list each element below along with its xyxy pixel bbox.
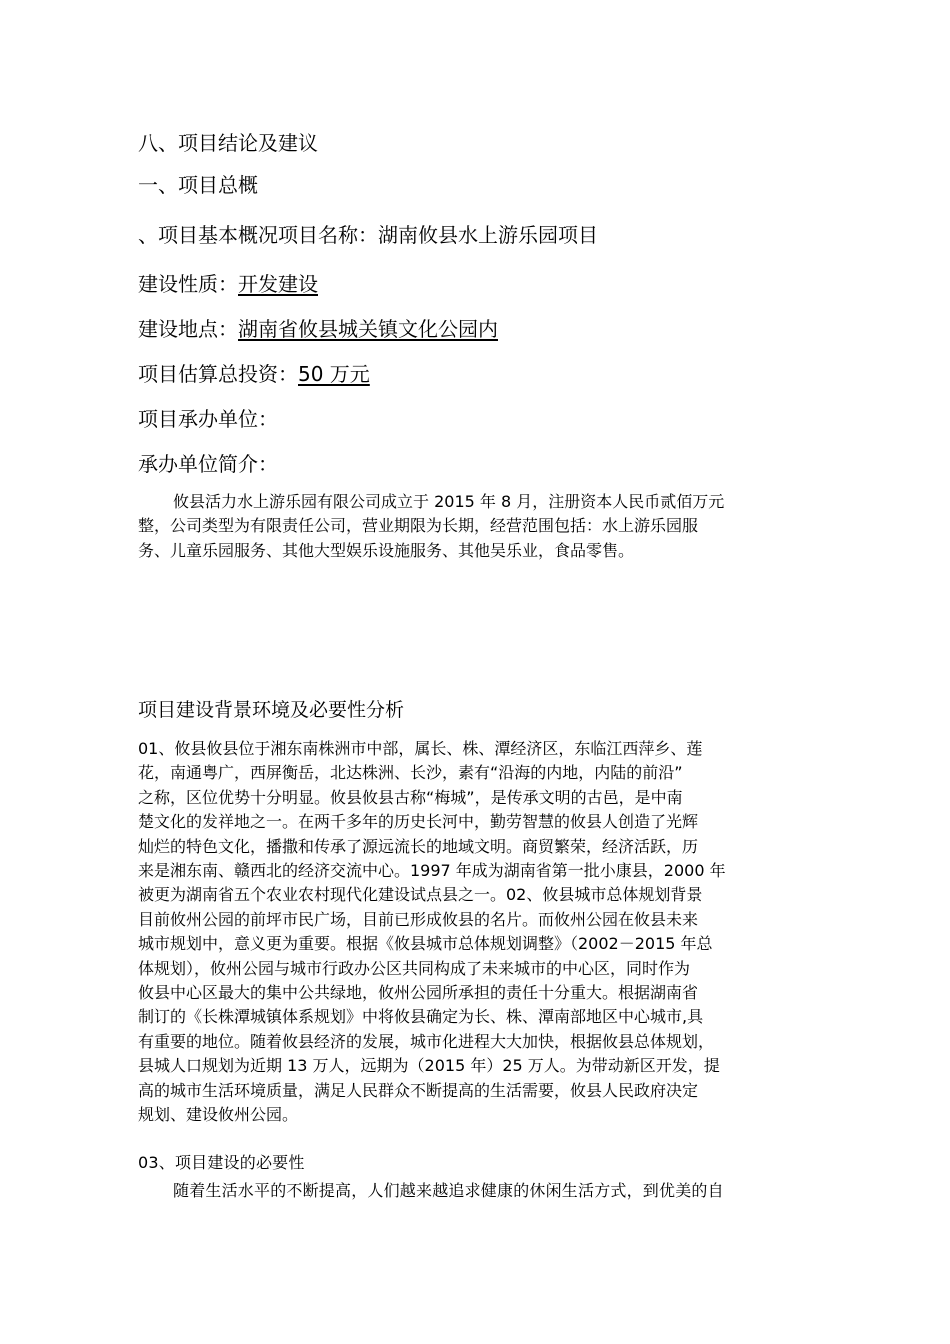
necessity-line: 随着生活水平的不断提高，人们越来越追求健康的休闲生活方式，到优美的自 xyxy=(173,1181,724,1200)
background-line: 花，南通粤广，西屏衡岳，北达株洲、长沙，素有“沿海的内地，内陆的前沿” xyxy=(138,763,683,783)
investment-value: 50 万元 xyxy=(298,362,370,386)
intro-line: 攸县活力水上游乐园有限公司成立于 2015 年 8 月，注册资本人民币贰佰万元 xyxy=(173,492,725,511)
nature-row xyxy=(138,273,318,295)
background-line: 攸县中心区最大的集中公共绿地，攸州公园所承担的责任十分重大。根据湖南省 xyxy=(138,983,699,1003)
location-row xyxy=(138,318,498,340)
background-line: 高的城市生活环境质量，满足人民群众不断提高的生活需要，攸县人民政府决定 xyxy=(138,1080,699,1100)
background-line: 来是湘东南、赣西北的经济交流中心。1997 年成为湖南省第一批小康县，2000 年 xyxy=(138,861,726,881)
location-value: 湖南省攸县城关镇文化公园内 xyxy=(238,317,498,341)
necessity-heading: 03、项目建设的必要性 xyxy=(138,1153,305,1172)
background-line: 规划、建设攸州公园。 xyxy=(138,1105,299,1125)
background-line: 体规划），攸州公园与城市行政办公区共同构成了未来城市的中心区，同时作为 xyxy=(138,958,691,978)
section-heading: 八、项目结论及建议 xyxy=(138,131,318,155)
background-line: 被更为湖南省五个农业农村现代化建设试点县之一。02、攸县城市总体规划背景 xyxy=(138,885,703,905)
investment-row xyxy=(138,363,370,385)
intro-paragraph xyxy=(138,490,828,563)
basic-info-line: 、项目基本概况项目名称：湖南攸县水上游乐园项目 xyxy=(138,223,598,247)
nature-label: 建设性质： xyxy=(138,272,238,296)
background-line: 制订的《长株潭城镇体系规划》中将攸县确定为长、株、潭南部地区中心城市,具 xyxy=(138,1007,704,1027)
background-line: 目前攸州公园的前坪市民广场，目前已形成攸县的名片。而攸州公园在攸县未来 xyxy=(138,909,699,929)
location-label: 建设地点： xyxy=(138,317,238,341)
background-paragraph xyxy=(138,737,828,1128)
investment-label: 项目估算总投资： xyxy=(138,362,298,386)
background-line: 之称，区位优势十分明显。攸县攸县古称“梅城”，是传承文明的古邑，是中南 xyxy=(138,787,683,807)
intro-line: 整，公司类型为有限责任公司，营业期限为长期，经营范围包括：水上游乐园服 xyxy=(138,516,699,536)
background-line: 城市规划中，意义更为重要。根据《攸县城市总体规划调整》（2002－2015 年总 xyxy=(138,934,713,954)
background-line: 灿烂的特色文化，播撒和传承了源远流长的地域文明。商贸繁荣，经济活跃，历 xyxy=(138,836,699,856)
background-heading: 项目建设背景环境及必要性分析 xyxy=(138,699,405,721)
nature-value: 开发建设 xyxy=(238,272,318,296)
background-line: 有重要的地位。随着攸县经济的发展，城市化进程大大加快，根据攸县总体规划， xyxy=(138,1031,715,1051)
background-line: 01、攸县攸县位于湘东南株洲市中部，属长、株、潭经济区，东临江西萍乡、莲 xyxy=(138,739,703,758)
undertaker-label: 项目承办单位： xyxy=(138,407,278,431)
subsection-heading: 一、项目总概 xyxy=(138,173,258,197)
intro-line: 务、儿童乐园服务、其他大型娱乐设施服务、其他吴乐业，食品零售。 xyxy=(138,540,635,560)
background-line: 县城人口规划为近期 13 万人，远期为（2015 年）25 万人。为带动新区开发，提 xyxy=(138,1056,720,1076)
background-line: 楚文化的发祥地之一。在两千多年的历史长河中，勤劳智慧的攸县人创造了光辉 xyxy=(138,812,699,832)
undertaker-intro-label: 承办单位简介： xyxy=(138,452,278,476)
